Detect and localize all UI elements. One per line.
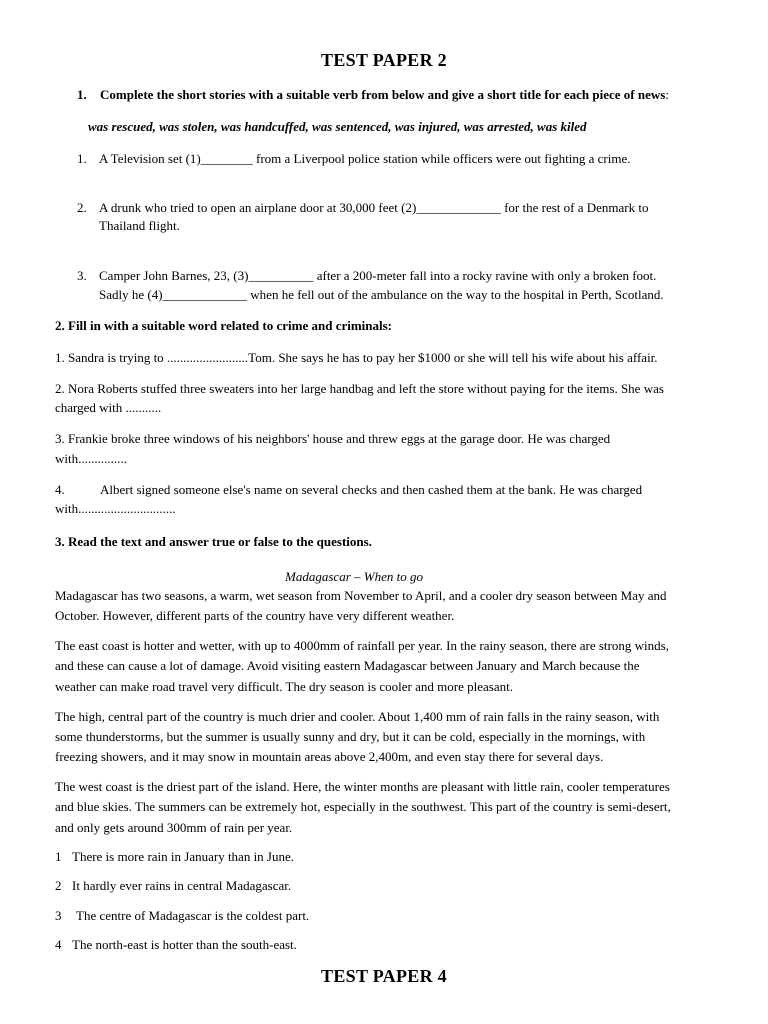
story-number: 2.	[77, 200, 87, 215]
story-line: A drunk who tried to open an airplane door at 30,000 feet (2)_____________ for the rest of a Denmark to	[99, 200, 649, 215]
story-line: Thailand flight.	[99, 218, 180, 233]
section1-number: 1.	[77, 87, 87, 102]
crime-item: charged with ...........	[55, 400, 162, 415]
story-line: Camper John Barnes, 23, (3)__________ after a 200-meter fall into a rocky ravine with only a broken foot.	[99, 268, 657, 283]
crime-item: with...............	[55, 451, 127, 466]
verb-list: was rescued, was stolen, was handcuffed, was sentenced, was injured, was arrested, was kiled	[88, 119, 587, 134]
crime-item: with..............................	[55, 501, 176, 516]
story-number: 3.	[77, 268, 87, 283]
section1-instruction-text: Complete the short stories with a suitable verb from below and give a short title for each piece of news	[100, 87, 666, 102]
section2-heading: 2. Fill in with a suitable word related to crime and criminals:	[55, 318, 393, 333]
question-number: 2	[55, 878, 62, 893]
reading-line: some thunderstorms, but the summer is usually sunny and dry, but it can be cold, especially in the mornings, with	[55, 729, 646, 744]
reading-line: The east coast is hotter and wetter, with up to 4000mm of rainfall per year. In the rainy season, there are strong winds,	[55, 638, 669, 653]
story-number: 1.	[77, 151, 87, 166]
crime-item: 2. Nora Roberts stuffed three sweaters into her large handbag and left the store without paying for the items. She was	[55, 381, 664, 396]
question-text: It hardly ever rains in central Madagascar.	[72, 878, 292, 893]
crime-item: Albert signed someone else's name on several checks and then cashed them at the bank. He was charged	[100, 482, 643, 497]
page-title: TEST PAPER 2	[321, 50, 447, 70]
reading-subtitle: Madagascar – When to go	[285, 569, 423, 584]
crime-item: 1. Sandra is trying to .........................Tom. She says he has to pay her $1000 or she will tell his wife about his affair.	[55, 350, 658, 365]
crime-item: 3. Frankie broke three windows of his neighbors' house and threw eggs at the garage door. He was charged	[55, 431, 611, 446]
reading-line: The high, central part of the country is much drier and cooler. About 1,400 mm of rain falls in the rainy season, with	[55, 709, 660, 724]
reading-line: and only gets around 300mm of rain per year.	[55, 820, 293, 835]
reading-line: weather can make road travel very difficult. The dry season is cooler and more pleasant.	[55, 679, 513, 694]
reading-line: freezing showers, and it may snow in mountain areas above 2,400m, and even stay there for several days.	[55, 749, 604, 764]
question-number: 1	[55, 849, 62, 864]
reading-line: October. However, different parts of the country have very different weather.	[55, 608, 455, 623]
story-line: Sadly he (4)_____________ when he fell out of the ambulance on the way to the hospital in Perth, Scotland.	[99, 287, 664, 302]
reading-line: and blue skies. The summers can be extremely hot, especially in the southwest. This part of the country is semi-desert,	[55, 799, 671, 814]
story-line: A Television set (1)________ from a Liverpool police station while officers were out fighting a crime.	[99, 151, 631, 166]
reading-line: Madagascar has two seasons, a warm, wet season from November to April, and a cooler dry season between May and	[55, 588, 667, 603]
question-text: There is more rain in January than in June.	[72, 849, 295, 864]
question-number: 4	[55, 937, 62, 952]
section1-instruction-colon: :	[665, 87, 669, 102]
crime-item-number: 4.	[55, 482, 65, 497]
reading-line: and these can cause a lot of damage. Avoid visiting eastern Madagascar between January and March because the	[55, 658, 640, 673]
next-paper-title: TEST PAPER 4	[321, 966, 447, 986]
question-number: 3	[55, 908, 62, 923]
section3-heading: 3. Read the text and answer true or false to the questions.	[55, 534, 372, 549]
reading-line: The west coast is the driest part of the island. Here, the winter months are pleasant with little rain, cooler temperatures	[55, 779, 670, 794]
question-text: The north-east is hotter than the south-east.	[72, 937, 297, 952]
question-text: The centre of Madagascar is the coldest part.	[76, 908, 310, 923]
section1-instruction	[100, 86, 669, 104]
